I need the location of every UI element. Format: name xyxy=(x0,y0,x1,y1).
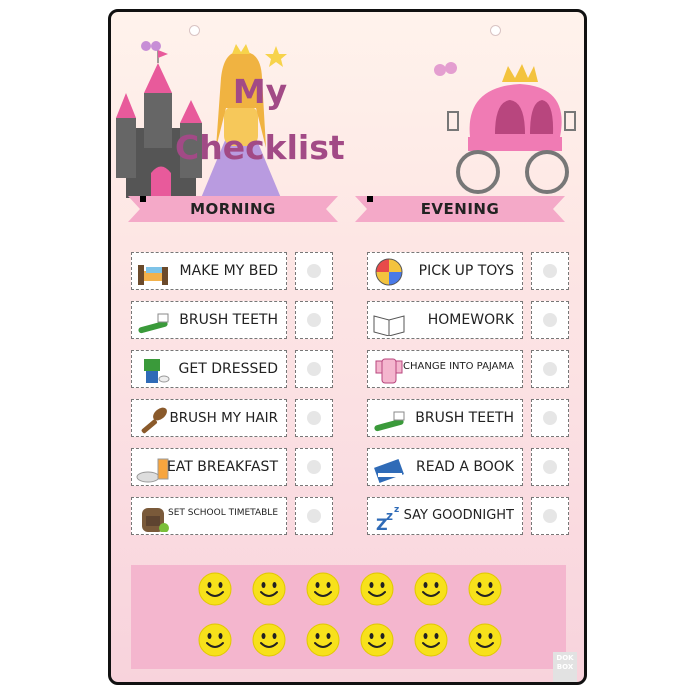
morning-checkbox-4[interactable] xyxy=(295,399,333,437)
evening-task-label: BRUSH TEETH xyxy=(415,410,514,426)
evening-task-4 xyxy=(367,399,523,437)
morning-heading: MORNING xyxy=(190,200,276,218)
checkbox-marker xyxy=(543,362,557,376)
checkbox-marker xyxy=(307,264,321,278)
morning-checkbox-5[interactable] xyxy=(295,448,333,486)
smiley-icon[interactable] xyxy=(306,623,340,657)
toothbrush-icon xyxy=(136,306,170,336)
checkbox-marker xyxy=(307,411,321,425)
morning-task-label: MAKE MY BED xyxy=(179,263,278,279)
evening-checkbox-3[interactable] xyxy=(531,350,569,388)
morning-task-6 xyxy=(131,497,287,535)
checkbox-marker xyxy=(543,411,557,425)
morning-checkbox-1[interactable] xyxy=(295,252,333,290)
checkbox-marker xyxy=(543,460,557,474)
checkbox-marker xyxy=(307,362,321,376)
evening-heading: EVENING xyxy=(420,200,500,218)
evening-task-1 xyxy=(367,252,523,290)
book-open-icon xyxy=(372,306,406,336)
evening-checkbox-4[interactable] xyxy=(531,399,569,437)
morning-task-5 xyxy=(131,448,287,486)
evening-checkbox-1[interactable] xyxy=(531,252,569,290)
morning-ribbon xyxy=(140,196,326,222)
evening-task-label: READ A BOOK xyxy=(416,459,514,475)
checkbox-marker xyxy=(307,509,321,523)
page-title-line1: My xyxy=(232,72,288,111)
sleep-icon xyxy=(372,502,406,532)
evening-task-2 xyxy=(367,301,523,339)
smiley-icon[interactable] xyxy=(198,572,232,606)
carriage-illustration xyxy=(420,52,580,202)
pajama-icon xyxy=(372,355,406,385)
morning-task-1 xyxy=(131,252,287,290)
hanging-hole xyxy=(490,25,501,36)
clothes-icon xyxy=(136,355,170,385)
hairbrush-icon xyxy=(136,404,170,434)
svg-text:z: z xyxy=(386,509,393,523)
morning-task-3 xyxy=(131,350,287,388)
page-title-line2: Checklist xyxy=(175,128,345,167)
smiley-icon[interactable] xyxy=(468,572,502,606)
evening-checkbox-2[interactable] xyxy=(531,301,569,339)
smiley-icon[interactable] xyxy=(252,623,286,657)
morning-task-4 xyxy=(131,399,287,437)
morning-checkbox-6[interactable] xyxy=(295,497,333,535)
evening-task-label: SAY GOODNIGHT xyxy=(403,508,514,523)
morning-task-2 xyxy=(131,301,287,339)
smiley-icon[interactable] xyxy=(414,623,448,657)
morning-task-label: SET SCHOOL TIMETABLE xyxy=(168,508,278,518)
smiley-icon[interactable] xyxy=(252,572,286,606)
smiley-icon[interactable] xyxy=(360,572,394,606)
svg-text:Z: Z xyxy=(376,515,388,532)
morning-task-label: BRUSH TEETH xyxy=(179,312,278,328)
evening-task-6 xyxy=(367,497,523,535)
evening-task-label: CHANGE INTO PAJAMA xyxy=(403,361,514,372)
svg-text:z: z xyxy=(394,505,400,515)
smiley-icon[interactable] xyxy=(414,572,448,606)
morning-task-label: GET DRESSED xyxy=(178,361,278,377)
evening-task-label: PICK UP TOYS xyxy=(418,263,514,279)
evening-ribbon xyxy=(367,196,553,222)
princess-castle-illustration xyxy=(116,38,306,208)
brand-line1: DOK xyxy=(556,654,574,662)
ball-icon xyxy=(372,257,406,287)
breakfast-icon xyxy=(136,453,170,483)
toothbrush-icon xyxy=(372,404,406,434)
checkbox-marker xyxy=(543,264,557,278)
checkbox-marker xyxy=(543,509,557,523)
smiley-icon[interactable] xyxy=(198,623,232,657)
checkbox-marker xyxy=(307,313,321,327)
morning-checkbox-2[interactable] xyxy=(295,301,333,339)
evening-checkbox-5[interactable] xyxy=(531,448,569,486)
morning-task-label: BRUSH MY HAIR xyxy=(169,410,278,426)
evening-checkbox-6[interactable] xyxy=(531,497,569,535)
evening-task-label: HOMEWORK xyxy=(427,312,514,328)
morning-checkbox-3[interactable] xyxy=(295,350,333,388)
brand-logo xyxy=(553,652,577,682)
backpack-icon xyxy=(136,502,170,532)
smiley-icon[interactable] xyxy=(360,623,394,657)
checkbox-marker xyxy=(543,313,557,327)
checkbox-marker xyxy=(307,460,321,474)
smiley-icon[interactable] xyxy=(306,572,340,606)
book-icon xyxy=(372,453,406,483)
evening-task-3 xyxy=(367,350,523,388)
morning-task-label: EAT BREAKFAST xyxy=(166,459,278,475)
hanging-hole xyxy=(189,25,200,36)
brand-line2: BOX xyxy=(556,663,574,671)
bed-icon xyxy=(136,257,170,287)
evening-task-5 xyxy=(367,448,523,486)
smiley-icon[interactable] xyxy=(468,623,502,657)
